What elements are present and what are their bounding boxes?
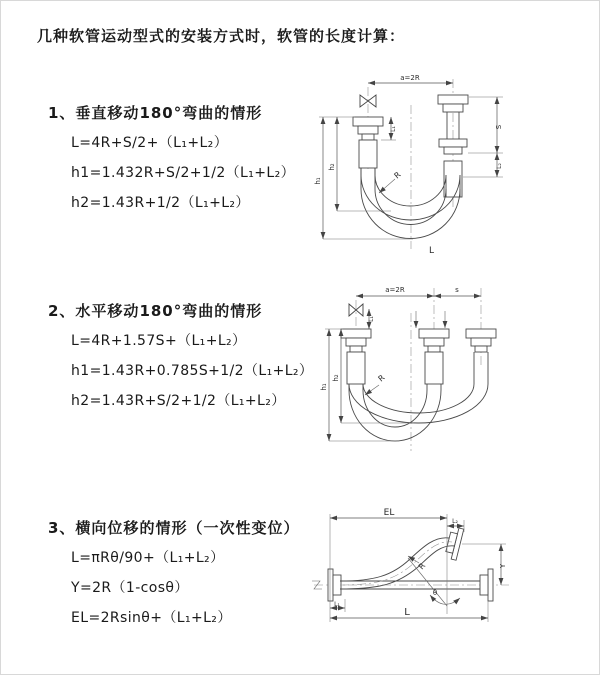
section-1-formula-h1: h1=1.432R+S/2+1/2（L₁+L₂） xyxy=(71,165,295,181)
right-flange xyxy=(480,569,493,601)
left-flange-fitting xyxy=(341,329,371,384)
dim-label-l1: L₁ xyxy=(368,316,375,322)
dim-label-radius: R xyxy=(392,170,403,181)
section-3-formula-Y: Y=2R（1-cosθ） xyxy=(71,580,189,596)
dim-label-l2: L₂ xyxy=(496,163,503,169)
dim-label-s: S xyxy=(495,124,503,130)
section-2-formula-h2: h2=1.43R+S/2+1/2（L₁+L₂） xyxy=(71,393,286,409)
dim-label-radius: R xyxy=(376,373,387,384)
middle-flange-fitting xyxy=(419,329,449,384)
section-3-formula-L: L=πRθ/90+（L₁+L₂） xyxy=(71,550,225,566)
dim-label-l2: L₂ xyxy=(452,518,458,525)
dim-label-length: L xyxy=(429,246,435,256)
section-3-heading: 3、横向位移的情形（一次性变位） xyxy=(48,519,300,537)
diagram-3-lateral-displacement xyxy=(304,506,599,656)
dim-label-radius: R xyxy=(416,561,428,572)
section-1-formula-L: L=4R+S/2+（L₁+L₂） xyxy=(71,135,229,151)
dim-label-s: s xyxy=(455,286,459,294)
dim-label-angle: θ xyxy=(432,589,438,597)
dim-label-l1: L₁ xyxy=(390,126,397,132)
dim-label-h1: h₁ xyxy=(320,383,328,391)
left-flange-fitting xyxy=(353,117,383,168)
section-3-formula-EL: EL=2Rsinθ+（L₁+L₂） xyxy=(71,610,232,626)
section-2-formula-h1: h1=1.43R+0.785S+1/2（L₁+L₂） xyxy=(71,363,314,379)
page-title: 几种软管运动型式的安装方式时，软管的长度计算： xyxy=(37,27,406,45)
dim-label-y: Y xyxy=(499,563,507,569)
dim-label-a2r: a=2R xyxy=(385,286,405,294)
dim-label-el: EL xyxy=(383,508,395,518)
right-flange-fittings xyxy=(438,95,468,197)
right-flange-fitting xyxy=(466,329,496,352)
diagram-2-horizontal-180-bend xyxy=(319,283,589,461)
diagram-1-vertical-180-bend xyxy=(311,71,598,267)
section-1-heading: 1、垂直移动180°弯曲的情形 xyxy=(48,104,263,122)
dim-label-length: L xyxy=(404,607,410,618)
dim-label-h2: h₂ xyxy=(328,163,336,171)
section-1-formula-h2: h2=1.43R+1/2（L₁+L₂） xyxy=(71,195,250,211)
displaced-flange xyxy=(444,526,463,560)
dim-label-h2: h₂ xyxy=(332,374,340,382)
dim-label-a2r: a=2R xyxy=(400,74,420,82)
section-2-heading: 2、水平移动180°弯曲的情形 xyxy=(48,302,263,320)
dim-label-l1: L₁ xyxy=(334,601,340,608)
section-2-formula-L: L=4R+1.57S+（L₁+L₂） xyxy=(71,333,247,349)
hose-u-bend-position-2 xyxy=(349,352,488,423)
angle-reference-line xyxy=(408,558,447,606)
dim-label-h1: h₁ xyxy=(314,177,322,185)
